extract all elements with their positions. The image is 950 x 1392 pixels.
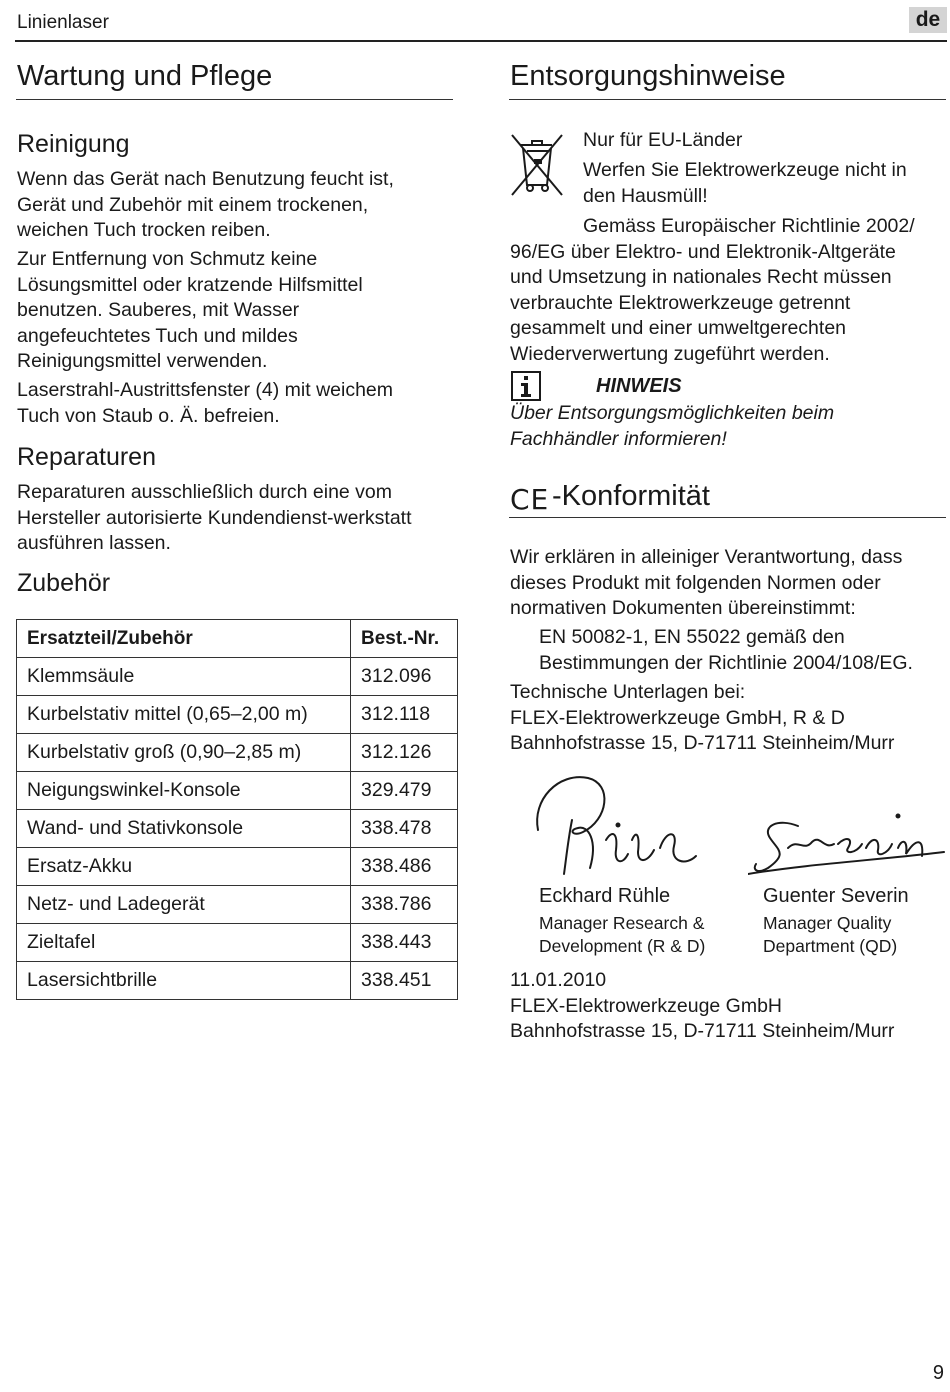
date-and-address: 11.01.2010 FLEX-Elektrowerkzeuge GmbH Bahnhofstrasse 15, D-71711 Steinheim/Murr xyxy=(510,969,895,1042)
part-name: Klemmsäule xyxy=(17,658,351,696)
table-row xyxy=(17,658,458,696)
part-name: Kurbelstativ mittel (0,65–2,00 m) xyxy=(17,696,351,734)
note-text: Über Entsorgungsmöglichkeiten beim Fachhändler informieren! xyxy=(510,402,835,450)
table-row xyxy=(17,962,458,1000)
paragraph-repairs: Reparaturen ausschließlich durch eine vom Hersteller autorisierte Kundendienst-werkstatt ausführen lassen. xyxy=(17,481,412,554)
table-row xyxy=(17,848,458,886)
signature-severin xyxy=(748,808,948,880)
column-header-part: Ersatzteil/Zubehör xyxy=(17,620,351,658)
accessories-table xyxy=(16,619,458,1000)
paragraph-cleaning-3: Laserstrahl-Austrittsfenster (4) mit weichem Tuch von Staub o. Ä. befreien. xyxy=(17,379,394,427)
signatory-role: Manager Quality Department (QD) xyxy=(763,913,898,956)
order-number: 312.096 xyxy=(351,658,458,696)
paragraph-cleaning-1: Wenn das Gerät nach Benutzung feucht ist, Gerät und Zubehör mit einem trockenen, weichen Tuch trocken reiben. xyxy=(17,168,394,241)
table-row xyxy=(17,734,458,772)
order-number: 338.478 xyxy=(351,810,458,848)
order-number: 338.486 xyxy=(351,848,458,886)
note-label: HINWEIS xyxy=(596,375,682,397)
part-name: Wand- und Stativkonsole xyxy=(17,810,351,848)
heading-accessories: Zubehör xyxy=(17,569,111,597)
part-name: Zieltafel xyxy=(17,924,351,962)
header-rule xyxy=(15,40,947,42)
section-rule xyxy=(509,517,946,518)
table-row xyxy=(17,696,458,734)
table-row xyxy=(17,810,458,848)
order-number: 312.118 xyxy=(351,696,458,734)
section-rule xyxy=(16,99,453,100)
part-name: Kurbelstativ groß (0,90–2,85 m) xyxy=(17,734,351,772)
technical-documents: Technische Unterlagen bei: FLEX-Elektrowerkzeuge GmbH, R & D Bahnhofstrasse 15, D-71711 Steinheim/Murr xyxy=(510,681,895,754)
part-name: Neigungswinkel-Konsole xyxy=(17,772,351,810)
language-badge: de xyxy=(909,7,947,33)
table-row xyxy=(17,886,458,924)
household-waste-warning: Werfen Sie Elektrowerkzeuge nicht in den Hausmüll! xyxy=(583,159,907,207)
part-name: Netz- und Ladegerät xyxy=(17,886,351,924)
table-row xyxy=(17,772,458,810)
part-name: Ersatz-Akku xyxy=(17,848,351,886)
eu-only-note: Nur für EU-Länder xyxy=(583,129,743,151)
signature-ruehle xyxy=(528,770,708,880)
order-number: 338.786 xyxy=(351,886,458,924)
heading-repairs: Reparaturen xyxy=(17,443,156,471)
conformity-declaration: Wir erklären in alleiniger Verantwortung, dass dieses Produkt mit folgenden Normen oder normativen Dokumenten übereinstimmt: xyxy=(510,546,903,619)
directive-paragraph: Gemäss Europäischer Richtlinie 2002/ 96/EG über Elektro- und Elektronik-Altgeräte und Umsetzung in nationales Recht müssen verbrauchte Elektrowerkzeuge getrennt gesammelt und einer umweltgerechten Wiederverwertung zugeführt werden. xyxy=(510,215,915,365)
order-number: 312.126 xyxy=(351,734,458,772)
heading-cleaning: Reinigung xyxy=(17,130,130,158)
section-rule xyxy=(509,99,946,100)
section-title-disposal: Entsorgungshinweise xyxy=(510,60,786,92)
info-icon xyxy=(511,371,541,401)
page-number: 9 xyxy=(932,1362,944,1384)
signatory-name: Eckhard Rühle xyxy=(539,885,671,907)
ce-mark: CE xyxy=(510,483,550,516)
paragraph-cleaning-2: Zur Entfernung von Schmutz keine Lösungsmittel oder kratzende Hilfsmittel benutzen. Sauberes, mit Wasser angefeuchtetes Tuch und mildes Reinigungsmittel verwenden. xyxy=(17,248,363,372)
crossed-out-wheelie-bin-icon xyxy=(510,133,564,197)
order-number: 338.443 xyxy=(351,924,458,962)
document-title: Linienlaser xyxy=(17,12,109,33)
order-number: 329.479 xyxy=(351,772,458,810)
column-header-order-no: Best.-Nr. xyxy=(351,620,458,658)
table-header-row xyxy=(17,620,458,658)
section-title-conformity: -Konformität xyxy=(552,480,710,512)
section-title-maintenance: Wartung und Pflege xyxy=(17,60,273,92)
conformity-standards: EN 50082-1, EN 55022 gemäß den Bestimmungen der Richtlinie 2004/108/EG. xyxy=(539,626,913,674)
signatory-role: Manager Research & Development (R & D) xyxy=(539,913,706,956)
signatory-name: Guenter Severin xyxy=(763,885,909,907)
part-name: Lasersichtbrille xyxy=(17,962,351,1000)
order-number: 338.451 xyxy=(351,962,458,1000)
table-row xyxy=(17,924,458,962)
